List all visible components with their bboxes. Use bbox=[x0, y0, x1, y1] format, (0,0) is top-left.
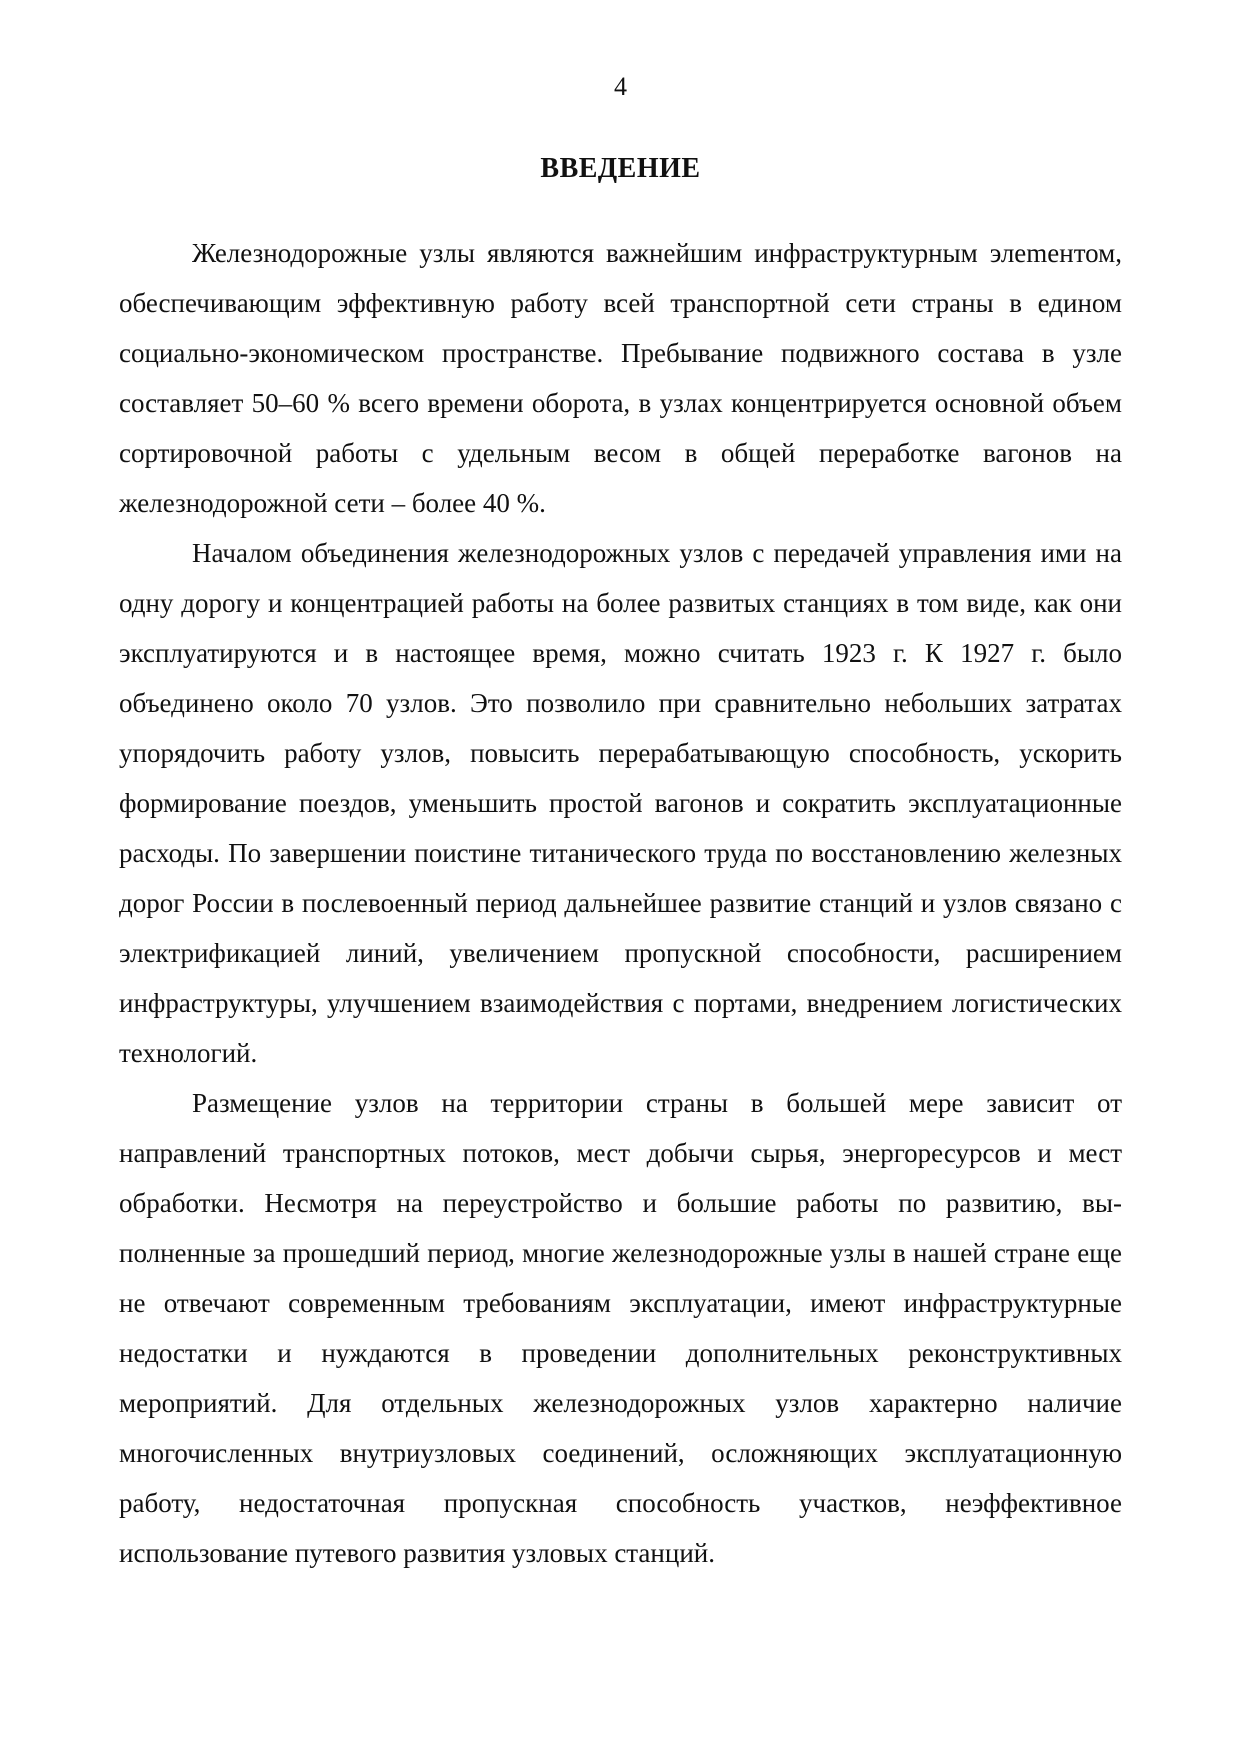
section-title: ВВЕДЕНИЕ bbox=[540, 153, 701, 184]
paragraph-1: Железнодорожные узлы являются важнейшим инфраструктурным элеmентом, обеспечивающим эффективную работу всей транспортной сети страны в едином социально-экономическом пространстве. Пребывание подвижного состава в узле составляет 50–60 % всего времени оборота, в узлах концентрируется основной объем сортировочной работы с удельным весом в общей переработке вагонов на железнодорожной сети – более 40 %. bbox=[119, 238, 1122, 518]
body-text bbox=[119, 228, 1122, 1578]
page-number: 4 bbox=[614, 72, 627, 101]
paragraph-3: Размещение узлов на территории страны в большей мере зависит от направлений транспортных потоков, мест добычи сырья, энергоресурсов и мест обработки. Несмотря на переустройство и большие работы по развитию, выполненные за прошедший период, многие железнодорожные узлы в нашей стране еще не отвечают современным требованиям эксплуатации, имеют инфраструктурные недостатки и нуждаются в проведении дополнительных реконструктивных мероприятий. Для отдельных железнодорожных узлов характерно наличие многочисленных внутриузловых соединений, осложняющих эксплуатационную работу, недостаточная пропускная способность участков, неэффективное использование путевого развития узловых станций. bbox=[119, 1088, 1122, 1568]
paragraph-2: Началом объединения железнодорожных узлов с передачей управления ими на одну дорогу и концентрацией работы на более развитых станциях в том виде, как они эксплуатируются и в настоящее время, можно считать 1923 г. К 1927 г. было объединено около 70 узлов. Это позволило при сравнительно небольших затратах упорядочить работу узлов, повысить перерабатывающую способность, ускорить формирование поездов, уменьшить простой вагонов и сократить эксплуатационные расходы. По завершении поистине титанического труда по восстановлению железных дорог России в послевоенный период дальнейшее развитие станций и узлов связано с электрификацией линий, увеличением пропускной способности, расширением инфраструктуры, улучшением взаимодействия с портами, внедрением логистических технологий. bbox=[119, 538, 1122, 1068]
